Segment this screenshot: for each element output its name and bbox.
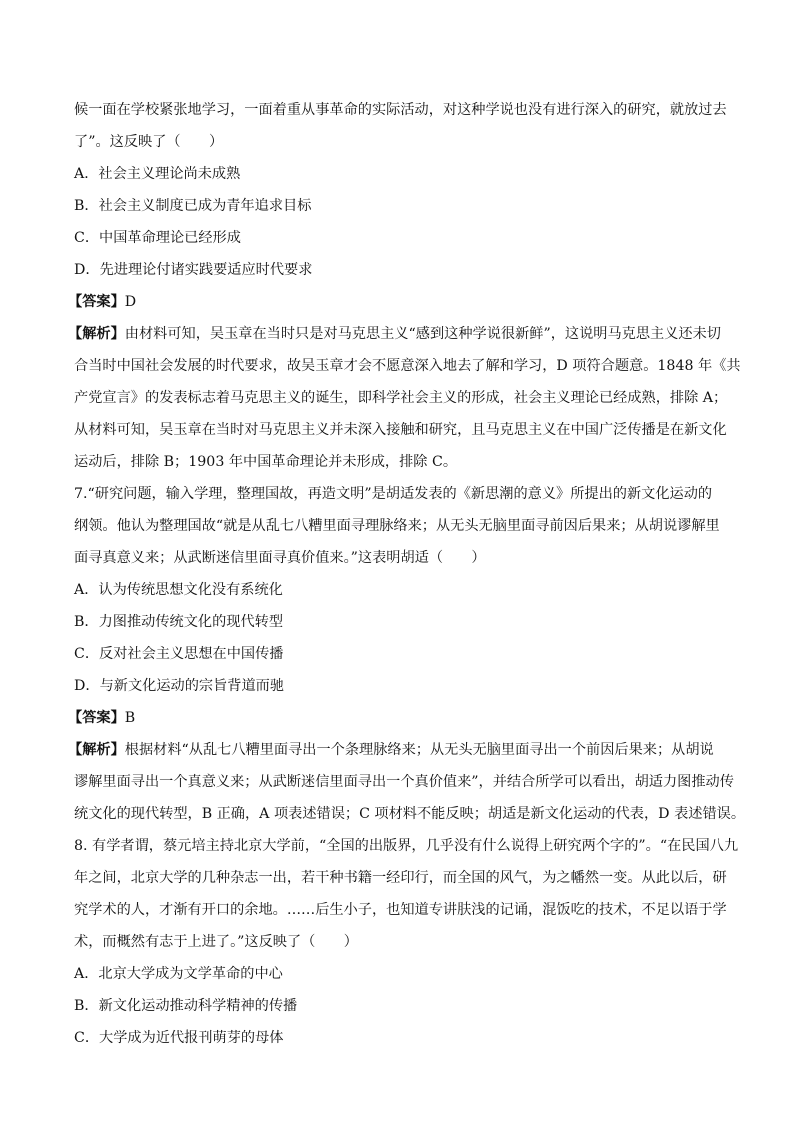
q7-answer xyxy=(68,708,728,728)
q6-analysis-line: 从材料可知，吴玉章在当时对马克思主义并未深入接触和研究，且马克思主义在中国广泛传播是在新文化 xyxy=(74,422,727,438)
analysis-label: 【解析】 xyxy=(68,326,125,342)
q8-option-b: B．新文化运动推动科学精神的传播 xyxy=(74,998,298,1014)
q7-stem-line: 7.“研究问题，输入学理，整理国故，再造文明”是胡适发表的《新思潮的意义》所提出的新文化运动的 xyxy=(74,486,713,502)
answer-label: 【答案】 xyxy=(68,294,125,310)
q7-analysis-text: 根据材料“从乱七八糟里面寻出一个条理脉络来；从无头无脑里面寻出一个前因后果来；从胡说 xyxy=(124,742,714,758)
q6-option-a: A．社会主义理论尚未成熟 xyxy=(74,166,241,182)
answer-value: B xyxy=(124,710,136,726)
q6-analysis-line: 合当时中国社会发展的时代要求，故吴玉章才会不愿意深入地去了解和学习，D 项符合题意。1848 年《共 xyxy=(74,358,741,374)
q6-option-d: D．先进理论付诸实践要适应时代要求 xyxy=(74,262,313,278)
answer-label: 【答案】 xyxy=(68,710,125,726)
q6-option-b: B．社会主义制度已成为青年追求目标 xyxy=(74,198,312,214)
q8-stem-line: 8. 有学者谓，蔡元培主持北京大学前，“全国的出版界，几乎没有什么说得上研究两个字的”。“在民国八九 xyxy=(74,838,739,854)
q8-option-a: A．北京大学成为文学革命的中心 xyxy=(74,966,283,982)
q7-option-b: B．力图推动传统文化的现代转型 xyxy=(74,614,284,630)
q8-stem-line: 年之间，北京大学的几种杂志一出，若干种书籍一经印行，而全国的风气，为之幡然一变。从此以后，研 xyxy=(74,870,727,886)
q6-analysis-line: 产党宣言》的发表标志着马克思主义的诞生，即科学社会主义的形成，社会主义理论已经成熟，排除 A； xyxy=(74,390,728,406)
q6-option-c: C．中国革命理论已经形成 xyxy=(74,230,241,246)
q7-analysis-line xyxy=(68,740,728,760)
q6-analysis-text: 由材料可知，吴玉章在当时只是对马克思主义“感到这种学说很新鲜”，这说明马克思主义还未切 xyxy=(124,326,721,342)
q6-stem-line: 候一面在学校紧张地学习，一面着重从事革命的实际活动，对这种学说也没有进行深入的研究，就放过去 xyxy=(74,102,727,118)
q7-stem-line: 纲领。他认为整理国故“就是从乱七八糟里面寻理脉络来；从无头无脑里面寻前因后果来；从胡说谬解里 xyxy=(74,518,720,534)
q7-stem-line: 面寻真意义来；从武断迷信里面寻真价值来。”这表明胡适（ ） xyxy=(74,550,486,566)
q7-analysis-line: 统文化的现代转型，B 正确，A 项表述错误；C 项材料不能反映；胡适是新文化运动的代表，D 表述错误。 xyxy=(74,806,746,822)
q8-stem-line: 术，而概然有志于上进了。”这反映了（ ） xyxy=(74,934,358,950)
q8-option-c: C．大学成为近代报刊萌芽的母体 xyxy=(74,1030,284,1046)
q7-option-c: C．反对社会主义思想在中国传播 xyxy=(74,646,284,662)
q8-stem-line: 究学术的人，才渐有开口的余地。……后生小子，也知道专讲肤浅的记诵，混饭吃的技术，不足以语于学 xyxy=(74,902,727,918)
q6-stem-line: 了”。这反映了（ ） xyxy=(74,134,224,150)
q7-option-a: A．认为传统思想文化没有系统化 xyxy=(74,582,283,598)
q7-analysis-line: 谬解里面寻出一个真意义来；从武断迷信里面寻出一个真价值来”，并结合所学可以看出，胡适力图推动传 xyxy=(74,774,734,790)
q6-analysis-line: 运动后，排除 B；1903 年中国革命理论并未形成，排除 C。 xyxy=(74,454,458,470)
q6-answer xyxy=(68,292,728,312)
q6-analysis-line xyxy=(68,324,728,344)
answer-value: D xyxy=(124,294,137,310)
q7-option-d: D．与新文化运动的宗旨背道而驰 xyxy=(74,678,285,694)
analysis-label: 【解析】 xyxy=(68,742,125,758)
